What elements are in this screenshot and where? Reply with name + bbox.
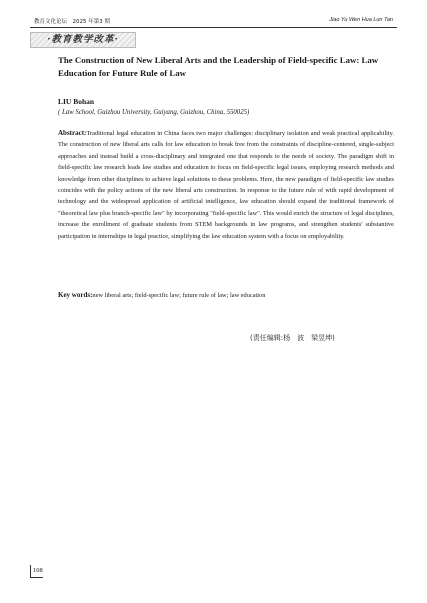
journal-issue: 教育文化论坛 2025 年第3 期 <box>34 19 110 25</box>
page-number: 108 <box>30 565 43 578</box>
author-name: LIU Bohan <box>58 97 95 106</box>
running-head <box>30 15 397 28</box>
abstract-text: Traditional legal education in China faces two major challenges: disciplinary isolation and weak practical applicability. The construction of new liberal arts calls for law education to break free from the constraints of discipline-centered, single-subject approaches and instead build a cross-disciplinary and integrated one that responds to the needs of society. The paradigm shift in field-specific law research leads law studies and education to focus on field-specific legal issues, employing research methods and knowledge from other disciplines to achieve legal solutions to these problems. Here, the new paradigm of field-specific law studies coincides with the policy actions of the new liberal arts construction. In response to the future rule of with rapid development of technology and the widespread application of artificial intelligence, law education should expand the traditional framework of "theoretical law plus branch-specific law" by incorporating "field-specific law". This would enrich the structure of legal disciplines, increase the enrollment of graduate students from STEM backgrounds in law programs, and strengthen students' substantive participation in internships in legal practice, simplifying the law education system with a focus on employability. <box>58 130 394 240</box>
journal-pinyin-title: Jiao Yu Wen Hua Lun Tan <box>329 17 393 23</box>
editor-note: (责任编辑:杨 波 梁昱坤) <box>250 334 335 342</box>
abstract <box>58 128 394 242</box>
keywords-label: Key words: <box>58 291 93 299</box>
keywords <box>58 290 398 301</box>
keywords-text: new liberal arts; field-specific law; future rule of law; law education <box>92 292 266 299</box>
section-banner: ·教育教学改革· <box>30 32 136 48</box>
paper-title: The Construction of New Liberal Arts and the Leadership of Field-specific Law: Law Education for Future Rule of Law <box>58 55 379 78</box>
abstract-label: Abstract: <box>58 129 87 137</box>
author-affiliation: ( Law School, Guizhou University, Guiyang, Guizhou, China, 550025) <box>58 109 250 116</box>
